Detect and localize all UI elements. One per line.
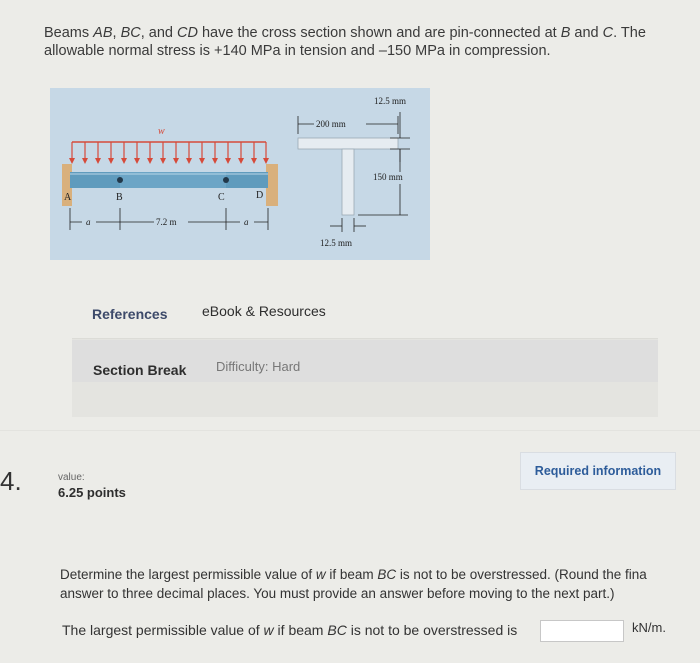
difficulty-label: Difficulty: Hard <box>216 359 301 374</box>
question-text-part: if beam <box>325 567 378 582</box>
question-text <box>60 565 700 603</box>
question-text-part: Determine the largest permissible value of <box>60 567 316 582</box>
load-arrows <box>72 142 266 160</box>
question-text-line2: answer to three decimal places. You must provide an answer before moving to the next part.) <box>60 586 615 601</box>
intro-text: and <box>570 25 603 41</box>
point-c-label: C <box>218 192 225 203</box>
pin-b-label: B <box>560 25 571 41</box>
required-information-button[interactable] <box>520 452 676 490</box>
beam-figure <box>50 88 430 260</box>
flange-width-label: 200 mm <box>316 119 346 129</box>
section-break-label: Section Break <box>93 362 187 378</box>
point-a-label: A <box>64 192 72 203</box>
pin-c-label: C <box>602 25 614 41</box>
beam-bc-label: BC <box>120 25 141 41</box>
pin-b <box>117 177 123 183</box>
divider <box>0 430 700 431</box>
web-thickness-label: 12.5 mm <box>320 238 353 248</box>
points-value: 6.25 points <box>58 485 126 500</box>
intro-text: , and <box>140 25 178 41</box>
question-number: 4. <box>0 466 22 496</box>
answer-prompt <box>62 622 517 638</box>
answer-prompt-part: The largest permissible value of <box>62 622 264 638</box>
beam-diagram <box>50 88 430 260</box>
intro-text: have the cross section shown and are pin-connected at <box>197 25 561 41</box>
pin-c <box>223 177 229 183</box>
w-symbol: w <box>263 622 274 638</box>
answer-prompt-part: is not to be overstressed is <box>346 622 518 638</box>
flange-thickness-label: 12.5 mm <box>374 96 407 106</box>
tab-ebook-resources[interactable]: eBook & Resources <box>202 303 326 319</box>
t-web <box>342 149 354 215</box>
intro-stress-line: allowable normal stress is +140 MPa in tension and –150 MPa in compression. <box>44 43 551 59</box>
w-symbol: w <box>315 567 326 582</box>
required-information-label: Required information <box>534 464 662 478</box>
beam-bc-label: BC <box>327 622 347 638</box>
dim-span-label: 7.2 m <box>156 217 177 227</box>
point-b-label: B <box>116 192 123 203</box>
beam-bc-label: BC <box>377 567 397 582</box>
question-text-part: is not to be overstressed. (Round the fina <box>396 567 647 582</box>
beam-ab-label: AB <box>93 25 113 41</box>
unit-label: kN/m. <box>632 620 666 635</box>
intro-text: , <box>112 25 121 41</box>
intro-text: . The <box>613 25 646 41</box>
dim-a-left: a <box>86 217 91 227</box>
answer-prompt-part: if beam <box>273 622 328 638</box>
value-label: value: <box>58 472 85 483</box>
t-flange <box>298 138 398 149</box>
intro-text: Beams <box>44 25 94 41</box>
load-label: w <box>158 126 165 137</box>
point-d-label: D <box>256 190 264 201</box>
answer-input[interactable] <box>540 620 624 642</box>
load-arrowheads <box>69 158 269 164</box>
tab-references[interactable]: References <box>92 306 168 322</box>
problem-statement <box>44 24 674 60</box>
beam-cd-label: CD <box>177 25 198 41</box>
web-height-label: 150 mm <box>373 172 403 182</box>
dim-a-right: a <box>244 217 249 227</box>
